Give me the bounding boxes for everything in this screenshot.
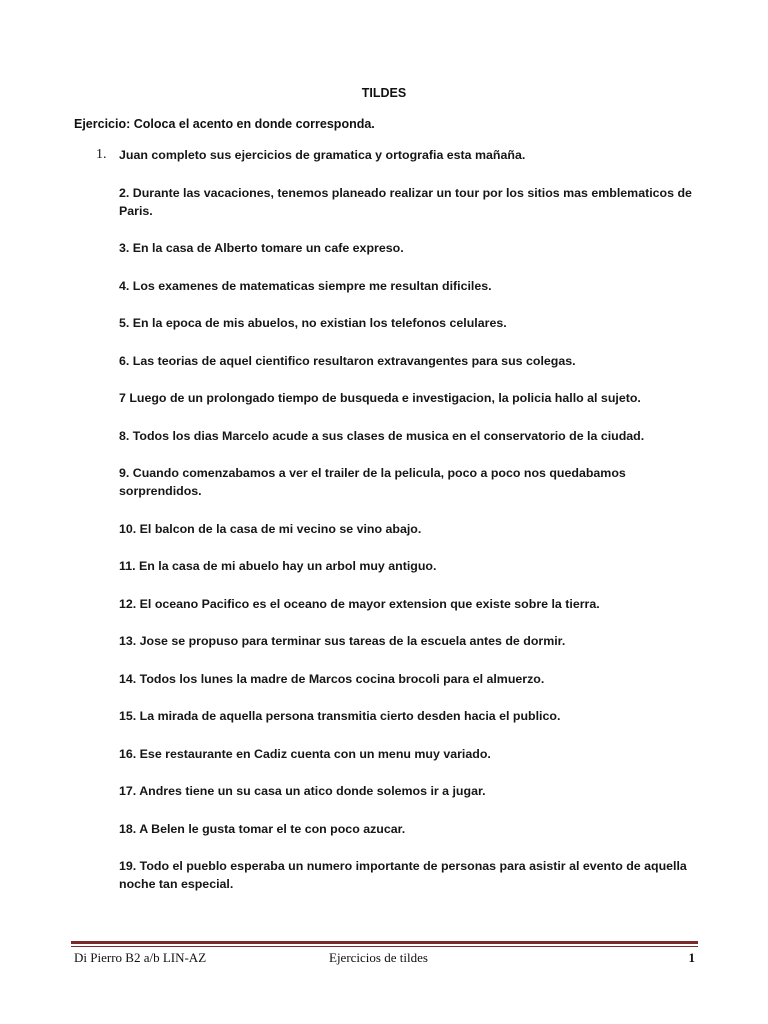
exercise-text: Juan completo sus ejercicios de gramatica y ortografia esta mañaña. <box>119 148 526 162</box>
exercise-item: 2. Durante las vacaciones, tenemos planeado realizar un tour por los sitios mas emblematicos de Paris. <box>119 185 692 218</box>
footer-document-name: Ejercicios de tildes <box>329 950 428 965</box>
document-title: TILDES <box>361 86 407 100</box>
exercise-item: 7 Luego de un prolongado tiempo de busqueda e investigacion, la policia hallo al sujeto. <box>119 391 641 405</box>
exercise-item: 19. Todo el pueblo esperaba un numero importante de personas para asistir al evento de aquella noche tan especial. <box>119 859 687 891</box>
exercise-item: 17. Andres tiene un su casa un atico donde solemos ir a jugar. <box>119 784 486 798</box>
footer-divider <box>71 941 698 944</box>
exercise-item: 6. Las teorias de aquel cientifico resultaron extravangentes para sus colegas. <box>119 353 576 368</box>
exercise-item: 18. A Belen le gusta tomar el te con poco azucar. <box>119 821 406 836</box>
exercise-list <box>96 146 694 913</box>
exercise-instruction: Ejercicio: Coloca el acento en donde corresponda. <box>74 117 375 131</box>
exercise-item: 13. Jose se propuso para terminar sus tareas de la escuela antes de dormir. <box>119 634 566 648</box>
exercise-item: 12. El oceano Pacifico es el oceano de mayor extension que existe sobre la tierra. <box>119 596 600 611</box>
exercise-item: 11. En la casa de mi abuelo hay un arbol muy antiguo. <box>119 559 437 573</box>
page-number: 1 <box>688 950 695 965</box>
list-number-marker: 1. <box>96 147 107 162</box>
page-footer <box>74 950 695 968</box>
exercise-item: 16. Ese restaurante en Cadiz cuenta con un menu muy variado. <box>119 746 491 761</box>
exercise-item: 14. Todos los lunes la madre de Marcos cocina brocoli para el almuerzo. <box>119 671 545 686</box>
exercise-item: 5. En la epoca de mis abuelos, no existian los telefonos celulares. <box>119 316 507 330</box>
exercise-item: 10. El balcon de la casa de mi vecino se vino abajo. <box>119 521 422 536</box>
exercise-item: 9. Cuando comenzabamos a ver el trailer de la pelicula, poco a poco nos quedabamos sorprendidos. <box>119 466 626 498</box>
exercise-item: 15. La mirada de aquella persona transmitia cierto desden hacia el publico. <box>119 709 561 723</box>
exercise-item: 8. Todos los dias Marcelo acude a sus clases de musica en el conservatorio de la ciudad. <box>119 428 645 443</box>
footer-divider-thin <box>71 946 698 947</box>
exercise-item: 4. Los examenes de matematicas siempre me resultan dificiles. <box>119 278 492 293</box>
exercise-item <box>96 146 694 164</box>
footer-author: Di Pierro B2 a/b LIN-AZ <box>74 950 207 965</box>
exercise-item: 3. En la casa de Alberto tomare un cafe expreso. <box>119 241 404 255</box>
